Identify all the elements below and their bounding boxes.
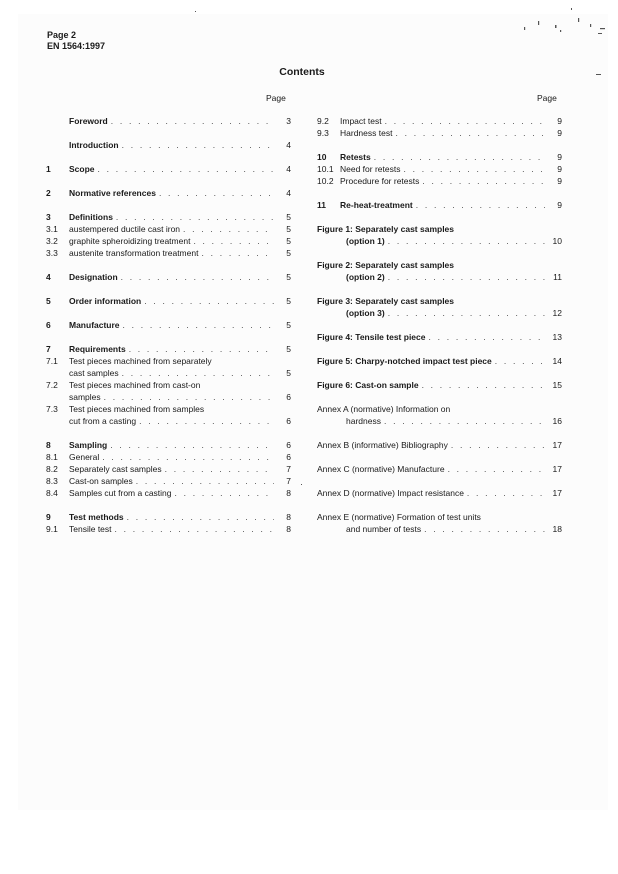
- toc-entry-page: 8: [286, 524, 291, 534]
- toc-entry-annex-c-normative-manufacture: [317, 463, 562, 475]
- toc-entry-page: 9: [557, 116, 562, 126]
- dot-leader: [127, 511, 274, 523]
- entry-spacer: [46, 307, 291, 319]
- toc-entry-separately-cast-samples: [46, 463, 291, 475]
- toc-entry-designation: [46, 271, 291, 283]
- toc-entry-page: 16: [552, 416, 562, 426]
- dot-leader: [136, 475, 274, 487]
- toc-entry-foreword: [46, 115, 291, 127]
- toc-entry-number: 8.4: [46, 488, 58, 498]
- dot-leader: [110, 439, 274, 451]
- toc-entry-number: 5: [46, 296, 51, 306]
- toc-entry-page: 8: [286, 512, 291, 522]
- dot-leader: [193, 235, 274, 247]
- toc-entry-page: 14: [552, 356, 562, 366]
- toc-entry-page: 4: [286, 188, 291, 198]
- dot-leader: [385, 115, 545, 127]
- toc-entry-page: 6: [286, 452, 291, 462]
- toc-entry-procedure-for-retests: [317, 175, 562, 187]
- toc-entry-number: 3: [46, 212, 51, 222]
- toc-entry-page: 5: [286, 212, 291, 222]
- entry-spacer: [317, 343, 562, 355]
- dot-leader: [175, 487, 274, 499]
- toc-entry-title: Designation: [69, 272, 118, 282]
- dot-leader: [388, 235, 545, 247]
- toc-entry-number: 3.2: [46, 236, 58, 246]
- dot-leader: [429, 331, 546, 343]
- toc-entry-page: 5: [286, 236, 291, 246]
- toc-entry-definitions: [46, 211, 291, 223]
- toc-entry-number: 7.1: [46, 356, 58, 366]
- toc-entry-annex-a-normative-information-on: [317, 403, 562, 427]
- toc-entry-annex-d-normative-impact-resistance: [317, 487, 562, 499]
- toc-entry-page: 4: [286, 140, 291, 150]
- toc-entry-title: Manufacture: [69, 320, 120, 330]
- dot-leader: [384, 415, 545, 427]
- dot-leader: [495, 355, 545, 367]
- toc-entry-general: [46, 451, 291, 463]
- toc-entry-page: 15: [552, 380, 562, 390]
- toc-entry-page: 6: [286, 416, 291, 426]
- toc-entry-number: 3.3: [46, 248, 58, 258]
- toc-entry-page: 5: [286, 344, 291, 354]
- toc-entry-title: Test pieces machined from separately: [69, 356, 212, 366]
- entry-spacer: [46, 259, 291, 271]
- toc-entry-number: 8.2: [46, 464, 58, 474]
- toc-entry-number: 9: [46, 512, 51, 522]
- toc-entry-page: 12: [552, 308, 562, 318]
- toc-entry-annex-e-normative-formation-of-test-units: [317, 511, 562, 535]
- toc-entry-title: Retests: [340, 152, 371, 162]
- entry-spacer: [46, 499, 291, 511]
- dot-leader: [102, 451, 274, 463]
- toc-entry-figure-1-separately-cast-samples: [317, 223, 562, 247]
- toc-entry-title-continued: and number of tests: [346, 524, 422, 534]
- toc-entry-page: 9: [557, 128, 562, 138]
- toc-entry-page: 5: [286, 296, 291, 306]
- toc-entry-title-continued: (option 1): [346, 236, 385, 246]
- page-title: Contents: [279, 66, 325, 78]
- toc-entry-page: 5: [286, 320, 291, 330]
- dot-leader: [139, 415, 274, 427]
- toc-entry-page: 9: [557, 200, 562, 210]
- toc-entry-title: Hardness test: [340, 128, 393, 138]
- toc-entry-retests: [317, 151, 562, 163]
- toc-entry-test-pieces-machined-from-samples: [46, 403, 291, 427]
- dot-leader: [123, 319, 274, 331]
- toc-entry-title-continued: samples: [69, 392, 101, 402]
- entry-spacer: [317, 367, 562, 379]
- entry-spacer: [46, 199, 291, 211]
- toc-entry-test-pieces-machined-from-cast-on: [46, 379, 291, 403]
- dot-leader: [201, 247, 274, 259]
- dot-leader: [448, 463, 545, 475]
- toc-entry-hardness-test: [317, 127, 562, 139]
- toc-entry-annex-b-informative-bibliography: [317, 439, 562, 451]
- toc-entry-title-continued: (option 3): [346, 308, 385, 318]
- toc-entry-number: 7.2: [46, 380, 58, 390]
- toc-entry-test-pieces-machined-from-separately: [46, 355, 291, 379]
- dot-leader: [183, 223, 274, 235]
- toc-entry-number: 8.1: [46, 452, 58, 462]
- toc-entry-title: Figure 4: Tensile test piece: [317, 332, 426, 342]
- toc-entry-title: General: [69, 452, 100, 462]
- page-number: Page 2: [47, 30, 77, 40]
- toc-entry-order-information: [46, 295, 291, 307]
- dot-leader: [115, 523, 274, 535]
- toc-entry-page: 7: [286, 476, 291, 486]
- page-header: [47, 30, 105, 52]
- toc-entry-title-continued: cut from a casting: [69, 416, 137, 426]
- toc-entry-graphite-spheroidizing-treatment: [46, 235, 291, 247]
- page-column-label-right: Page: [537, 93, 557, 103]
- toc-entry-title: Annex D (normative) Impact resistance: [317, 488, 464, 498]
- dot-leader: [144, 295, 274, 307]
- entry-spacer: [46, 175, 291, 187]
- entry-spacer: [317, 211, 562, 223]
- toc-entry-tensile-test: [46, 523, 291, 535]
- entry-spacer: [317, 139, 562, 151]
- toc-entry-page: 5: [286, 248, 291, 258]
- toc-entry-figure-2-separately-cast-samples: [317, 259, 562, 283]
- toc-entry-page: 7: [286, 464, 291, 474]
- dot-leader: [416, 199, 545, 211]
- toc-entry-title: Impact test: [340, 116, 382, 126]
- toc-entry-sampling: [46, 439, 291, 451]
- toc-entry-title: Procedure for retests: [340, 176, 420, 186]
- toc-entry-page: 3: [286, 116, 291, 126]
- toc-entry-title: Normative references: [69, 188, 156, 198]
- toc-entry-number: 10.2: [317, 176, 334, 186]
- toc-entry-number: 2: [46, 188, 51, 198]
- toc-entry-number: 7.3: [46, 404, 58, 414]
- toc-entry-title: Annex E (normative) Formation of test units: [317, 512, 481, 522]
- toc-entry-title: Test pieces machined from samples: [69, 404, 205, 414]
- toc-entry-number: 9.3: [317, 128, 329, 138]
- toc-entry-title-continued: (option 2): [346, 272, 385, 282]
- toc-entry-number: 6: [46, 320, 51, 330]
- toc-entry-page: 6: [286, 440, 291, 450]
- entry-spacer: [46, 283, 291, 295]
- toc-entry-page: 8: [286, 488, 291, 498]
- toc-entry-impact-test: [317, 115, 562, 127]
- dot-leader: [116, 211, 274, 223]
- toc-entry-page: 10: [552, 236, 562, 246]
- dot-leader: [104, 391, 274, 403]
- toc-entry-page: 5: [286, 272, 291, 282]
- toc-entry-figure-4-tensile-test-piece: [317, 331, 562, 343]
- toc-entry-title: Test pieces machined from cast-on: [69, 380, 201, 390]
- dot-leader: [98, 163, 274, 175]
- toc-entry-page: 6: [286, 392, 291, 402]
- toc-entry-scope: [46, 163, 291, 175]
- entry-spacer: [317, 391, 562, 403]
- toc-entry-title: Re-heat-treatment: [340, 200, 413, 210]
- dot-leader: [122, 139, 274, 151]
- entry-spacer: [317, 451, 562, 463]
- dot-leader: [403, 163, 545, 175]
- toc-entry-title: Introduction: [69, 140, 119, 150]
- toc-entry-title: Cast-on samples: [69, 476, 133, 486]
- toc-entry-number: 1: [46, 164, 51, 174]
- dot-leader: [422, 379, 545, 391]
- toc-entry-page: 13: [552, 332, 562, 342]
- toc-entry-page: 5: [286, 368, 291, 378]
- toc-entry-title: Figure 2: Separately cast samples: [317, 260, 455, 270]
- toc-entry-page: 5: [286, 224, 291, 234]
- standard-number: EN 1564:1997: [47, 41, 106, 51]
- toc-entry-test-methods: [46, 511, 291, 523]
- toc-entry-page: 9: [557, 152, 562, 162]
- toc-column-left: [46, 115, 291, 535]
- toc-entry-title: Samples cut from a casting: [69, 488, 172, 498]
- toc-entry-manufacture: [46, 319, 291, 331]
- entry-spacer: [317, 427, 562, 439]
- toc-entry-number: 10.1: [317, 164, 334, 174]
- entry-spacer: [46, 127, 291, 139]
- toc-entry-page: 4: [286, 164, 291, 174]
- toc-entry-austenite-transformation-treatment: [46, 247, 291, 259]
- entry-spacer: [46, 427, 291, 439]
- entry-spacer: [317, 319, 562, 331]
- toc-entry-title: Definitions: [69, 212, 113, 222]
- toc-entry-figure-6-cast-on-sample: [317, 379, 562, 391]
- dot-leader: [159, 187, 274, 199]
- toc-entry-title: Annex A (normative) Information on: [317, 404, 451, 414]
- toc-entry-title: Figure 3: Separately cast samples: [317, 296, 455, 306]
- dot-leader: [424, 523, 545, 535]
- toc-entry-title: Annex C (normative) Manufacture: [317, 464, 445, 474]
- toc-entry-figure-3-separately-cast-samples: [317, 295, 562, 319]
- toc-entry-normative-references: [46, 187, 291, 199]
- toc-entry-title: Scope: [69, 164, 95, 174]
- toc-entry-figure-5-charpy-notched-impact-test-piece: [317, 355, 562, 367]
- dot-leader: [111, 115, 274, 127]
- toc-entry-introduction: [46, 139, 291, 151]
- toc-entry-title: Order information: [69, 296, 142, 306]
- dot-leader: [395, 127, 545, 139]
- toc-entry-title: austempered ductile cast iron: [69, 224, 181, 234]
- dot-leader: [122, 367, 274, 379]
- toc-entry-title: Foreword: [69, 116, 108, 126]
- toc-entry-title: Test methods: [69, 512, 124, 522]
- entry-spacer: [317, 187, 562, 199]
- toc-entry-title: Figure 6: Cast-on sample: [317, 380, 419, 390]
- toc-entry-number: 4: [46, 272, 51, 282]
- toc-entry-cast-on-samples: [46, 475, 291, 487]
- toc-entry-title: austenite transformation treatment: [69, 248, 199, 258]
- dot-leader: [388, 271, 545, 283]
- toc-entry-number: 8: [46, 440, 51, 450]
- toc-entry-page: 17: [552, 488, 562, 498]
- entry-spacer: [46, 331, 291, 343]
- entry-spacer: [317, 283, 562, 295]
- page-column-label-left: Page: [266, 93, 286, 103]
- toc-column-right: [317, 115, 562, 535]
- toc-entry-page: 11: [553, 272, 562, 282]
- toc-entry-samples-cut-from-a-casting: [46, 487, 291, 499]
- toc-entry-title: graphite spheroidizing treatment: [69, 236, 191, 246]
- toc-entry-number: 10: [317, 152, 327, 162]
- toc-entry-number: 8.3: [46, 476, 58, 486]
- toc-entry-title: Figure 1: Separately cast samples: [317, 224, 455, 234]
- toc-entry-title-continued: cast samples: [69, 368, 119, 378]
- dot-leader: [388, 307, 545, 319]
- toc-entry-title: Tensile test: [69, 524, 112, 534]
- toc-entry-requirements: [46, 343, 291, 355]
- toc-entry-number: 11: [317, 200, 326, 210]
- dot-leader: [374, 151, 545, 163]
- toc-entry-number: 7: [46, 344, 51, 354]
- dot-leader: [422, 175, 545, 187]
- entry-spacer: [317, 499, 562, 511]
- toc-entry-number: 9.1: [46, 524, 58, 534]
- dot-leader: [121, 271, 274, 283]
- toc-entry-title: Separately cast samples: [69, 464, 162, 474]
- toc-entry-page: 9: [557, 164, 562, 174]
- toc-entry-title: Annex B (informative) Bibliography: [317, 440, 448, 450]
- toc-entry-austempered-ductile-cast-iron: [46, 223, 291, 235]
- toc-entry-page: 17: [552, 464, 562, 474]
- dot-leader: [467, 487, 545, 499]
- dot-leader: [129, 343, 274, 355]
- toc-entry-page: 17: [552, 440, 562, 450]
- toc-entry-re-heat-treatment: [317, 199, 562, 211]
- toc-entry-title: Need for retests: [340, 164, 401, 174]
- toc-entry-title-continued: hardness: [346, 416, 381, 426]
- dot-leader: [165, 463, 274, 475]
- toc-entry-need-for-retests: [317, 163, 562, 175]
- toc-entry-number: 3.1: [46, 224, 58, 234]
- toc-entry-title: Sampling: [69, 440, 108, 450]
- toc-entry-page: 18: [552, 524, 562, 534]
- dot-leader: [451, 439, 545, 451]
- toc-entry-title: Requirements: [69, 344, 126, 354]
- entry-spacer: [317, 475, 562, 487]
- toc-entry-title: Figure 5: Charpy-notched impact test piece: [317, 356, 492, 366]
- entry-spacer: [46, 151, 291, 163]
- entry-spacer: [317, 247, 562, 259]
- toc-entry-number: 9.2: [317, 116, 329, 126]
- toc-entry-page: 9: [557, 176, 562, 186]
